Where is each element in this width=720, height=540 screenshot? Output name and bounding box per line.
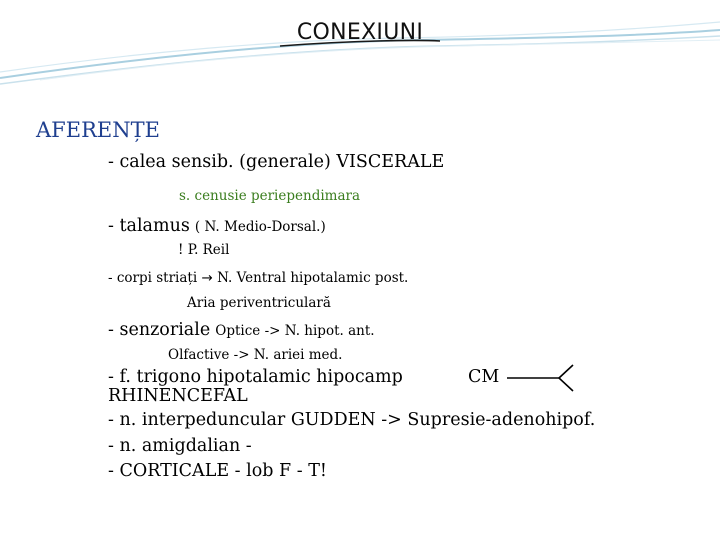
line-periventriculara: Aria periventriculară — [187, 295, 331, 311]
striati-target: N. Ventral hipotalamic post. — [217, 270, 409, 286]
line-cm: CM — [468, 367, 500, 387]
line-gudden: - n. interpeduncular GUDDEN -> Supresie-adenohipof. — [108, 410, 596, 430]
line-rhinencefal: RHINENCEFAL — [108, 386, 248, 406]
line-striati — [108, 270, 408, 286]
right-arrow-icon: → — [201, 270, 213, 286]
line-corticale: - CORTICALE - lob F - T! — [108, 461, 327, 481]
slide-title: CONEXIUNI — [296, 20, 424, 45]
line-olfactive: Olfactive -> N. ariei med. — [168, 347, 343, 363]
line-talamus — [108, 216, 326, 236]
talamus-label: - talamus — [108, 216, 190, 236]
line-trigono: - f. trigono hipotalamic hipocamp — [108, 367, 403, 387]
line-visceral: - calea sensib. (generale) VISCERALE — [108, 152, 445, 172]
senzoriale-optice: Optice -> N. hipot. ant. — [215, 323, 375, 339]
senzoriale-label: - senzoriale — [108, 320, 211, 340]
striati-label: - corpi striați — [108, 270, 198, 286]
section-heading: AFERENȚE — [36, 118, 160, 142]
line-senzoriale — [108, 320, 375, 340]
line-cenusie: s. cenusie periependimara — [179, 188, 361, 204]
connector-fork-icon — [505, 364, 577, 392]
talamus-note: ( N. Medio-Dorsal.) — [194, 219, 326, 235]
line-reil: ! P. Reil — [178, 242, 230, 258]
decorative-swoosh — [0, 0, 720, 90]
line-amigdalian: - n. amigdalian - — [108, 436, 252, 456]
